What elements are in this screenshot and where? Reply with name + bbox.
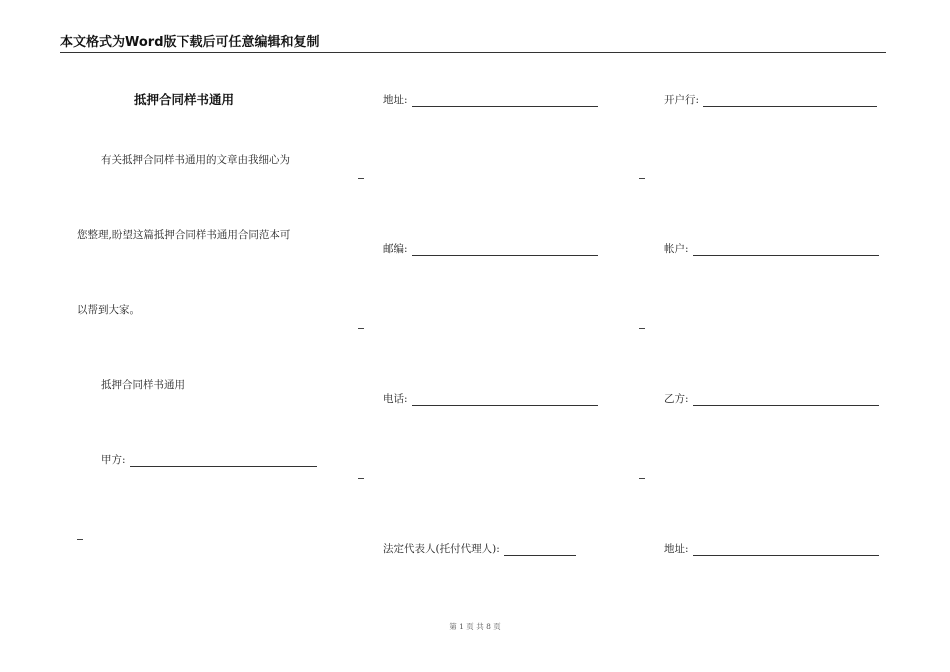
dash-mark bbox=[639, 328, 645, 329]
bank-field bbox=[664, 93, 877, 107]
page-footer: 第 1 页 共 8 页 bbox=[449, 622, 501, 631]
party-a-label: 甲方: bbox=[101, 454, 126, 466]
intro-line-2: 您整理,盼望这篇抵押合同样书通用合同范本可 bbox=[77, 229, 291, 241]
intro-line-1: 有关抵押合同样书通用的文章由我细心为 bbox=[101, 154, 290, 166]
dash-mark bbox=[77, 539, 83, 540]
postcode-blank[interactable] bbox=[412, 245, 598, 256]
party-a-field bbox=[101, 453, 317, 467]
phone-label: 电话: bbox=[383, 393, 408, 405]
address-field-1 bbox=[383, 93, 598, 107]
account-field bbox=[664, 242, 879, 256]
address-label-2: 地址: bbox=[664, 543, 689, 555]
party-b-blank[interactable] bbox=[693, 395, 879, 406]
dash-mark bbox=[358, 178, 364, 179]
phone-blank[interactable] bbox=[412, 395, 598, 406]
legal-rep-blank[interactable] bbox=[504, 545, 576, 556]
dash-mark bbox=[639, 478, 645, 479]
contract-subtitle: 抵押合同样书通用 bbox=[101, 379, 185, 391]
party-b-label: 乙方: bbox=[664, 393, 689, 405]
address-blank-2[interactable] bbox=[693, 545, 879, 556]
document-title: 抵押合同样书通用 bbox=[134, 92, 235, 107]
bank-blank[interactable] bbox=[703, 96, 877, 107]
phone-field bbox=[383, 392, 598, 406]
postcode-label: 邮编: bbox=[383, 243, 408, 255]
header-text: 本文格式为Word版下载后可任意编辑和复制 bbox=[60, 35, 320, 50]
address-label-1: 地址: bbox=[383, 94, 408, 106]
bank-label: 开户行: bbox=[664, 94, 700, 106]
page-header bbox=[60, 34, 886, 53]
address-field-2 bbox=[664, 542, 879, 556]
party-b-field bbox=[664, 392, 879, 406]
legal-rep-label: 法定代表人(托付代理人): bbox=[383, 543, 500, 555]
dash-mark bbox=[639, 178, 645, 179]
postcode-field bbox=[383, 242, 598, 256]
party-a-blank[interactable] bbox=[130, 456, 317, 467]
account-label: 帐户: bbox=[664, 243, 689, 255]
intro-line-3: 以帮到大家。 bbox=[77, 304, 140, 316]
account-blank[interactable] bbox=[693, 245, 879, 256]
address-blank-1[interactable] bbox=[412, 96, 598, 107]
legal-rep-field bbox=[383, 542, 576, 556]
dash-mark bbox=[358, 478, 364, 479]
dash-mark bbox=[358, 328, 364, 329]
